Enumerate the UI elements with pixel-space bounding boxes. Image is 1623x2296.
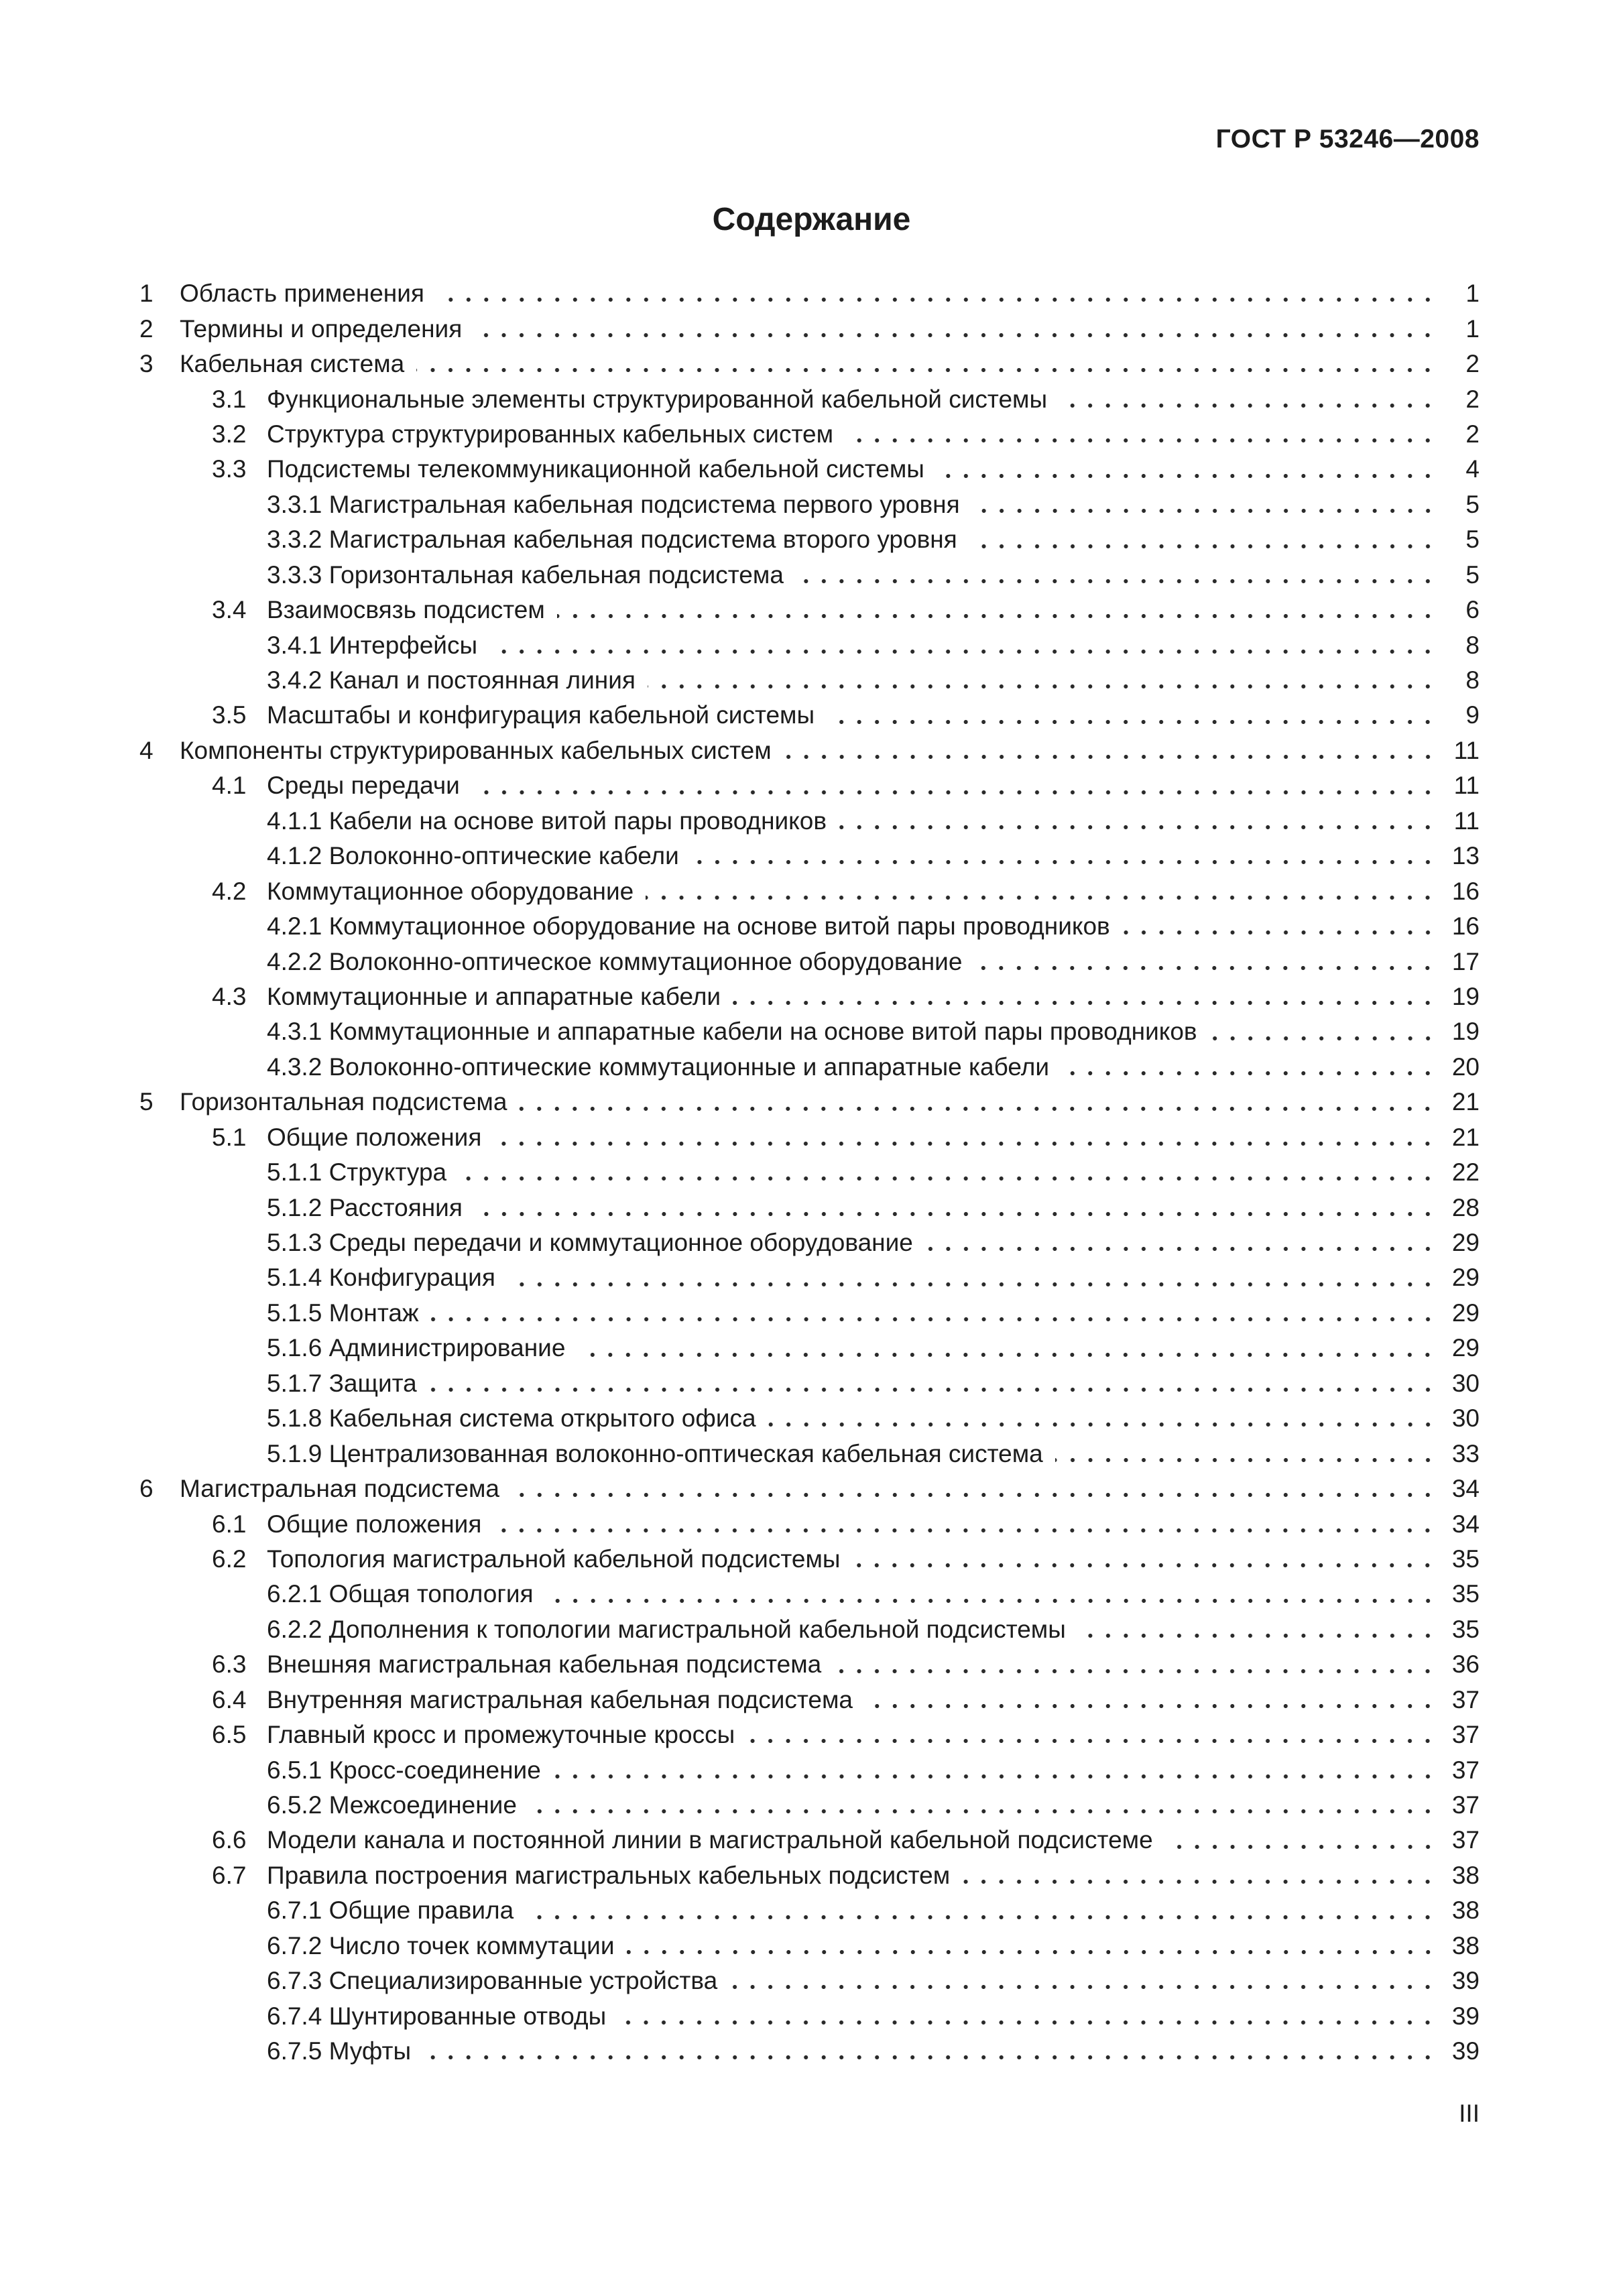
toc-entry-number: 6.4 bbox=[212, 1685, 247, 1713]
dot-leader bbox=[833, 1667, 1437, 1676]
dot-leader bbox=[845, 436, 1437, 445]
toc-entry-page: 16 bbox=[1451, 877, 1480, 905]
toc-entry-title: 4.2.1 Коммутационное оборудование на основе витой пары проводников bbox=[267, 912, 1110, 941]
toc-entry-number: 3.5 bbox=[212, 701, 247, 729]
toc-entry-title: 4.3.1 Коммутационные и аппаратные кабели на основе витой пары проводников bbox=[267, 1018, 1197, 1046]
toc-entry[interactable] bbox=[139, 1506, 1480, 1541]
toc-entry[interactable] bbox=[139, 558, 1480, 593]
toc-entry-page: 37 bbox=[1451, 1791, 1480, 1819]
toc-entry-title: Масштабы и конфигурация кабельной системы bbox=[267, 701, 815, 729]
dot-leader bbox=[429, 1385, 1437, 1394]
toc-entry[interactable] bbox=[139, 522, 1480, 557]
dot-leader bbox=[423, 2053, 1437, 2062]
toc-entry-title: 5.1.8 Кабельная система открытого офиса bbox=[267, 1404, 756, 1433]
toc-entry-number: 1 bbox=[139, 280, 154, 308]
dot-leader bbox=[1078, 1631, 1437, 1640]
dot-leader bbox=[436, 295, 1437, 304]
toc-entry-title: 3.4.1 Интерфейсы bbox=[267, 631, 478, 659]
toc-entry-title: 3.3.1 Магистральная кабельная подсистема первого уровня bbox=[267, 490, 960, 518]
toc-entry[interactable] bbox=[139, 1717, 1480, 1752]
toc-entry[interactable] bbox=[139, 593, 1480, 627]
toc-entry[interactable] bbox=[139, 1436, 1480, 1471]
dot-leader bbox=[865, 1701, 1437, 1711]
toc-entry-page: 37 bbox=[1451, 1685, 1480, 1713]
dot-leader bbox=[546, 1596, 1437, 1606]
toc-entry-page: 29 bbox=[1451, 1334, 1480, 1362]
toc-entry-title: 6.2.2 Дополнения к топологии магистральной кабельной подсистемы bbox=[267, 1615, 1066, 1643]
toc-entry-page: 16 bbox=[1451, 912, 1480, 941]
toc-entry-title: Общие положения bbox=[267, 1123, 482, 1151]
dot-leader bbox=[1165, 1842, 1437, 1852]
toc-entry[interactable] bbox=[139, 909, 1480, 944]
toc-entry[interactable] bbox=[139, 627, 1480, 662]
toc-entry-page: 11 bbox=[1453, 772, 1480, 800]
toc-entry-title: 6.5.1 Кросс-соединение bbox=[267, 1756, 541, 1784]
toc-entry-page: 38 bbox=[1451, 1861, 1480, 1889]
toc-entry-number: 4.1 bbox=[212, 772, 247, 800]
toc-entry[interactable] bbox=[139, 1647, 1480, 1682]
toc-entry[interactable] bbox=[139, 698, 1480, 733]
toc-entry-page: 9 bbox=[1465, 701, 1480, 729]
toc-entry-page: 37 bbox=[1451, 1826, 1480, 1854]
toc-entry[interactable] bbox=[139, 311, 1480, 346]
toc-entry[interactable] bbox=[139, 2034, 1480, 2069]
toc-entry-page: 21 bbox=[1451, 1088, 1480, 1116]
toc-entry-title: Взаимосвязь подсистем bbox=[267, 596, 545, 624]
toc-entry-page: 35 bbox=[1451, 1580, 1480, 1608]
toc-entry-title: Магистральная подсистема bbox=[180, 1475, 499, 1503]
table-of-contents bbox=[139, 276, 1480, 2069]
toc-entry-title: 5.1.3 Среды передачи и коммутационное оборудование bbox=[267, 1229, 913, 1257]
toc-entry-title: Термины и определения bbox=[180, 314, 463, 343]
toc-entry-title: Правила построения магистральных кабельных подсистем bbox=[267, 1861, 951, 1889]
dot-leader bbox=[493, 1526, 1437, 1535]
dot-leader bbox=[512, 1490, 1437, 1500]
toc-entry-page: 17 bbox=[1451, 947, 1480, 975]
dot-leader bbox=[969, 542, 1437, 551]
toc-entry-number: 3 bbox=[139, 350, 154, 378]
dot-leader bbox=[925, 1244, 1437, 1254]
toc-entry-title: 6.5.2 Межсоединение bbox=[267, 1791, 517, 1819]
toc-entry[interactable] bbox=[139, 1120, 1480, 1155]
toc-entry-number: 6.1 bbox=[212, 1510, 247, 1538]
toc-entry-page: 2 bbox=[1465, 385, 1480, 413]
toc-entry-page: 39 bbox=[1451, 1967, 1480, 1995]
toc-entry-number: 6.3 bbox=[212, 1650, 247, 1679]
dot-leader bbox=[733, 998, 1437, 1008]
toc-entry[interactable] bbox=[139, 1085, 1480, 1120]
toc-entry[interactable] bbox=[139, 1225, 1480, 1260]
toc-entry-title: 6.7.1 Общие правила bbox=[267, 1896, 514, 1925]
toc-entry-title: Подсистемы телекоммуникационной кабельной системы bbox=[267, 455, 924, 483]
toc-entry-page: 35 bbox=[1451, 1545, 1480, 1573]
toc-entry[interactable] bbox=[139, 1823, 1480, 1858]
toc-entry-page: 20 bbox=[1451, 1052, 1480, 1081]
toc-entry-number: 6.5 bbox=[212, 1721, 247, 1749]
toc-entry-page: 28 bbox=[1451, 1193, 1480, 1221]
dot-leader bbox=[784, 752, 1437, 762]
dot-leader bbox=[852, 1561, 1437, 1570]
toc-entry-title: Модели канала и постоянной линии в магистральной кабельной подсистеме bbox=[267, 1826, 1153, 1854]
toc-entry-title: 4.2.2 Волоконно-оптическое коммутационное оборудование bbox=[267, 947, 963, 975]
toc-entry-number: 6 bbox=[139, 1475, 154, 1503]
toc-entry[interactable] bbox=[139, 839, 1480, 873]
dot-leader bbox=[431, 1315, 1437, 1324]
dot-leader bbox=[627, 1947, 1437, 1957]
toc-entry-page: 29 bbox=[1451, 1229, 1480, 1257]
toc-entry[interactable] bbox=[139, 1577, 1480, 1612]
toc-entry-page: 34 bbox=[1451, 1475, 1480, 1503]
toc-entry-number: 5.1 bbox=[212, 1123, 247, 1151]
toc-entry[interactable] bbox=[139, 1612, 1480, 1647]
dot-leader bbox=[472, 788, 1437, 797]
dot-leader bbox=[827, 717, 1437, 727]
toc-entry-title: Внутренняя магистральная кабельная подсистема bbox=[267, 1685, 853, 1713]
dot-leader bbox=[972, 506, 1437, 516]
toc-entry[interactable] bbox=[139, 1542, 1480, 1577]
toc-entry-number: 4 bbox=[139, 736, 154, 764]
toc-entry-title: Кабельная система bbox=[180, 350, 405, 378]
toc-entry-title: Внешняя магистральная кабельная подсистема bbox=[267, 1650, 822, 1679]
dot-leader bbox=[519, 1104, 1437, 1113]
toc-entry-number: 3.2 bbox=[212, 420, 247, 448]
dot-leader bbox=[1122, 928, 1437, 937]
toc-entry-page: 5 bbox=[1465, 490, 1480, 518]
toc-entry-title: 6.2.1 Общая топология bbox=[267, 1580, 534, 1608]
toc-entry-title: 5.1.2 Расстояния bbox=[267, 1193, 463, 1221]
toc-entry[interactable] bbox=[139, 873, 1480, 908]
toc-entry[interactable] bbox=[139, 944, 1480, 979]
dot-leader bbox=[1059, 401, 1437, 410]
dot-leader bbox=[459, 1174, 1437, 1183]
toc-entry-number: 2 bbox=[139, 314, 154, 343]
toc-entry-page: 34 bbox=[1451, 1510, 1480, 1538]
toc-entry-title: Горизонтальная подсистема bbox=[180, 1088, 507, 1116]
toc-entry-page: 8 bbox=[1465, 631, 1480, 659]
dot-leader bbox=[691, 857, 1437, 867]
toc-entry-page: 1 bbox=[1465, 280, 1480, 308]
toc-entry-page: 5 bbox=[1465, 526, 1480, 554]
toc-entry-title: 6.7.5 Муфты bbox=[267, 2037, 412, 2065]
toc-entry-number: 6.2 bbox=[212, 1545, 247, 1573]
toc-entry[interactable] bbox=[139, 1014, 1480, 1049]
toc-entry-page: 38 bbox=[1451, 1931, 1480, 1959]
toc-entry-title: 5.1.5 Монтаж bbox=[267, 1298, 419, 1327]
toc-entry[interactable] bbox=[139, 1050, 1480, 1085]
toc-entry-number: 3.4 bbox=[212, 596, 247, 624]
toc-entry-page: 36 bbox=[1451, 1650, 1480, 1679]
dot-leader bbox=[1061, 1069, 1437, 1078]
toc-entry-title: 4.1.1 Кабели на основе витой пары проводников bbox=[267, 806, 827, 835]
toc-entry-number: 6.7 bbox=[212, 1861, 247, 1889]
dot-leader bbox=[529, 1807, 1437, 1816]
toc-entry-title: 5.1.6 Администрирование bbox=[267, 1334, 566, 1362]
toc-entry-page: 37 bbox=[1451, 1756, 1480, 1784]
toc-entry[interactable] bbox=[139, 1683, 1480, 1717]
toc-entry-title: 6.7.4 Шунтированные отводы bbox=[267, 2002, 607, 2030]
toc-entry-title: Область применения bbox=[180, 280, 424, 308]
toc-entry-title: 3.3.2 Магистральная кабельная подсистема второго уровня bbox=[267, 526, 957, 554]
dot-leader bbox=[747, 1736, 1437, 1746]
toc-entry-title: Главный кросс и промежуточные кроссы bbox=[267, 1721, 735, 1749]
dot-leader bbox=[416, 365, 1437, 375]
toc-entry-page: 35 bbox=[1451, 1615, 1480, 1643]
toc-entry[interactable] bbox=[139, 1858, 1480, 1893]
toc-entry-title: 4.1.2 Волоконно-оптические кабели bbox=[267, 842, 679, 870]
toc-entry-page: 11 bbox=[1453, 806, 1480, 835]
dot-leader bbox=[489, 647, 1437, 656]
toc-entry-page: 29 bbox=[1451, 1264, 1480, 1292]
dot-leader bbox=[974, 963, 1437, 973]
toc-entry-page: 13 bbox=[1451, 842, 1480, 870]
toc-entry-page: 38 bbox=[1451, 1896, 1480, 1925]
dot-leader bbox=[962, 1877, 1437, 1886]
toc-entry[interactable] bbox=[139, 381, 1480, 416]
page-number: III bbox=[1459, 2100, 1480, 2127]
toc-entry-title: Компоненты структурированных кабельных систем bbox=[180, 736, 772, 764]
toc-entry[interactable] bbox=[139, 979, 1480, 1014]
toc-entry-page: 37 bbox=[1451, 1721, 1480, 1749]
toc-entry-title: 6.7.2 Число точек коммутации bbox=[267, 1931, 615, 1959]
toc-entry-number: 4.3 bbox=[212, 982, 247, 1010]
toc-entry[interactable] bbox=[139, 347, 1480, 381]
toc-entry[interactable] bbox=[139, 1752, 1480, 1787]
toc-entry[interactable] bbox=[139, 1963, 1480, 1998]
toc-entry[interactable] bbox=[139, 1296, 1480, 1331]
toc-entry-page: 2 bbox=[1465, 350, 1480, 378]
dot-leader bbox=[474, 330, 1437, 340]
toc-entry-title: 3.3.3 Горизонтальная кабельная подсистема bbox=[267, 560, 784, 589]
toc-entry-title: 5.1.1 Структура bbox=[267, 1158, 447, 1187]
toc-entry[interactable] bbox=[139, 1401, 1480, 1436]
toc-entry-page: 30 bbox=[1451, 1369, 1480, 1397]
toc-entry[interactable] bbox=[139, 768, 1480, 803]
dot-leader bbox=[796, 577, 1437, 586]
toc-entry[interactable] bbox=[139, 1260, 1480, 1295]
dot-leader bbox=[557, 611, 1437, 621]
toc-entry-title: 5.1.4 Конфигурация bbox=[267, 1264, 495, 1292]
toc-entry[interactable] bbox=[139, 663, 1480, 698]
toc-entry[interactable] bbox=[139, 417, 1480, 452]
toc-entry-number: 3.3 bbox=[212, 455, 247, 483]
toc-entry[interactable] bbox=[139, 1893, 1480, 1928]
toc-entry-title: Среды передачи bbox=[267, 772, 460, 800]
dot-leader bbox=[1055, 1455, 1437, 1465]
toc-entry-title: Общие положения bbox=[267, 1510, 482, 1538]
toc-entry-title: 3.4.2 Канал и постоянная линия bbox=[267, 666, 636, 694]
toc-entry-number: 6.6 bbox=[212, 1826, 247, 1854]
page-title: Содержание bbox=[712, 202, 911, 237]
dot-leader bbox=[618, 2018, 1437, 2027]
toc-entry-page: 29 bbox=[1451, 1298, 1480, 1327]
toc-entry-title: 5.1.7 Защита bbox=[267, 1369, 417, 1397]
toc-entry-page: 11 bbox=[1453, 736, 1480, 764]
toc-entry-page: 30 bbox=[1451, 1404, 1480, 1433]
toc-entry-page: 2 bbox=[1465, 420, 1480, 448]
dot-leader bbox=[937, 471, 1437, 481]
toc-entry-page: 19 bbox=[1451, 982, 1480, 1010]
toc-entry-title: Функциональные элементы структурированной кабельной системы bbox=[267, 385, 1048, 413]
toc-entry[interactable] bbox=[139, 1929, 1480, 1963]
toc-entry[interactable] bbox=[139, 276, 1480, 311]
toc-entry-title: 4.3.2 Волоконно-оптические коммутационные и аппаратные кабели bbox=[267, 1052, 1049, 1081]
toc-entry-page: 39 bbox=[1451, 2037, 1480, 2065]
toc-entry-title: Коммутационное оборудование bbox=[267, 877, 634, 905]
toc-entry-page: 5 bbox=[1465, 560, 1480, 589]
toc-entry[interactable] bbox=[139, 733, 1480, 768]
toc-entry[interactable] bbox=[139, 487, 1480, 522]
toc-entry[interactable] bbox=[139, 1788, 1480, 1823]
toc-entry[interactable] bbox=[139, 452, 1480, 487]
document-code: ГОСТ Р 53246—2008 bbox=[1215, 125, 1480, 154]
toc-entry-page: 1 bbox=[1465, 314, 1480, 343]
toc-entry-number: 3.1 bbox=[212, 385, 247, 413]
dot-leader bbox=[475, 1209, 1437, 1219]
toc-entry-number: 5 bbox=[139, 1088, 154, 1116]
toc-entry[interactable] bbox=[139, 1331, 1480, 1366]
toc-entry-page: 4 bbox=[1465, 455, 1480, 483]
toc-entry[interactable] bbox=[139, 1190, 1480, 1225]
dot-leader bbox=[1209, 1034, 1437, 1043]
toc-entry[interactable] bbox=[139, 1155, 1480, 1190]
toc-entry-title: Коммутационные и аппаратные кабели bbox=[267, 982, 721, 1010]
toc-entry[interactable] bbox=[139, 1366, 1480, 1401]
dot-leader bbox=[839, 823, 1437, 832]
toc-entry-page: 19 bbox=[1451, 1018, 1480, 1046]
dot-leader bbox=[507, 1280, 1437, 1289]
dot-leader bbox=[729, 1982, 1437, 1992]
toc-entry-page: 33 bbox=[1451, 1439, 1480, 1467]
dot-leader bbox=[553, 1772, 1437, 1781]
toc-entry[interactable] bbox=[139, 1471, 1480, 1506]
dot-leader bbox=[526, 1913, 1437, 1922]
dot-leader bbox=[648, 682, 1437, 691]
dot-leader bbox=[493, 1139, 1437, 1148]
toc-entry[interactable] bbox=[139, 804, 1480, 839]
toc-entry-page: 39 bbox=[1451, 2002, 1480, 2030]
dot-leader bbox=[646, 893, 1437, 902]
dot-leader bbox=[577, 1350, 1437, 1360]
toc-entry-page: 8 bbox=[1465, 666, 1480, 694]
toc-entry-title: Структура структурированных кабельных систем bbox=[267, 420, 834, 448]
toc-entry[interactable] bbox=[139, 1998, 1480, 2033]
toc-entry-title: 6.7.3 Специализированные устройства bbox=[267, 1967, 718, 1995]
toc-entry-number: 4.2 bbox=[212, 877, 247, 905]
toc-entry-page: 21 bbox=[1451, 1123, 1480, 1151]
dot-leader bbox=[768, 1420, 1437, 1429]
toc-entry-page: 6 bbox=[1465, 596, 1480, 624]
toc-entry-title: Топология магистральной кабельной подсистемы bbox=[267, 1545, 841, 1573]
toc-entry-title: 5.1.9 Централизованная волоконно-оптическая кабельная система bbox=[267, 1439, 1043, 1467]
toc-entry-page: 22 bbox=[1451, 1158, 1480, 1187]
